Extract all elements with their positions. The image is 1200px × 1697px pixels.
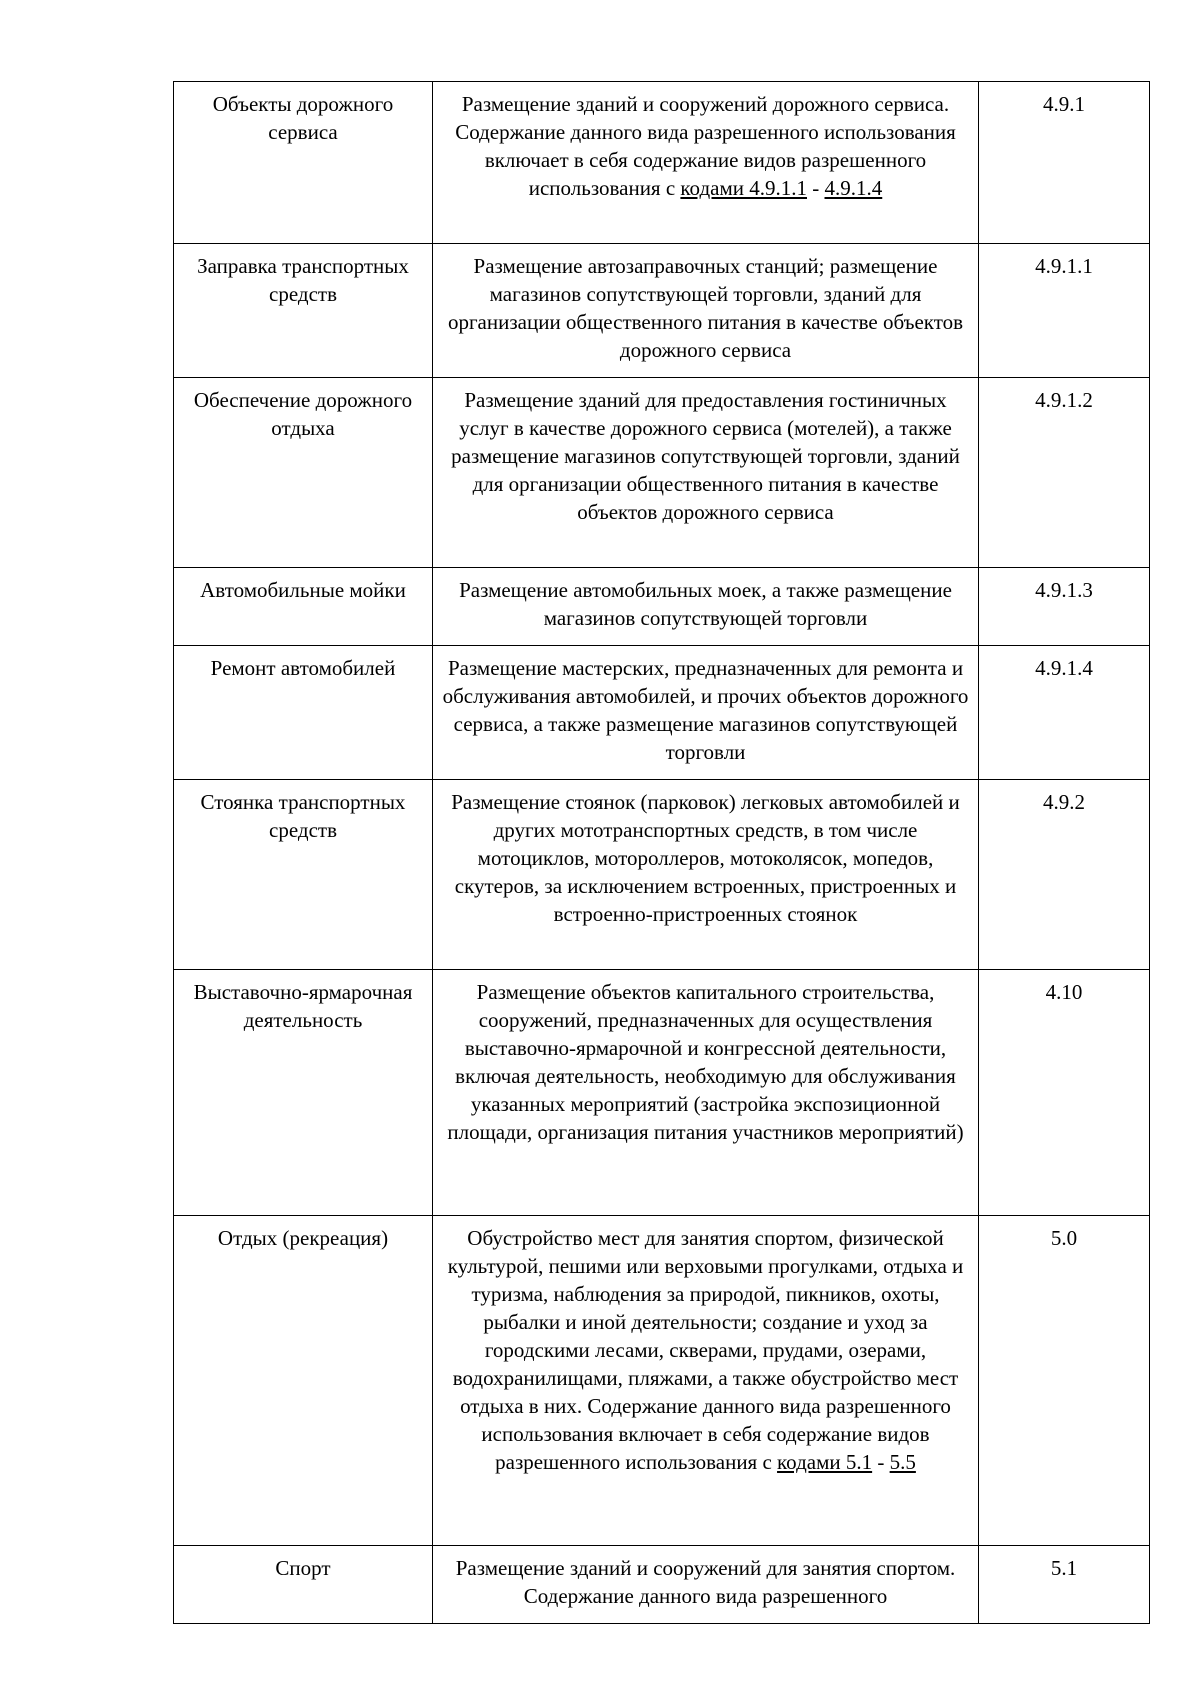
table-row [174,1216,1150,1546]
use-name-cell: Заправка транспортных средств [174,244,433,378]
use-code-cell: 5.1 [979,1546,1150,1624]
use-name-cell: Спорт [174,1546,433,1624]
table-row [174,970,1150,1216]
table-row [174,1546,1150,1624]
table-row [174,568,1150,646]
use-name-cell: Выставочно-ярмарочная деятельность [174,970,433,1216]
use-name-cell: Стоянка транспортных средств [174,780,433,970]
use-code-cell: 4.9.1.2 [979,378,1150,568]
use-description-cell: Размещение зданий и сооружений для занятия спортом. Содержание данного вида разрешенного [433,1546,979,1624]
range-separator: - [807,176,825,200]
use-name-cell: Обеспечение дорожного отдыха [174,378,433,568]
use-description-cell: Размещение объектов капитального строительства, сооружений, предназначенных для осуществления выставочно-ярмарочной и конгрессной деятельности, включая деятельность, необходимую для обслуживания указанных мероприятий (застройка экспозиционной площади, организация питания участников мероприятий) [433,970,979,1216]
use-description-cell: Размещение автомобильных моек, а также размещение магазинов сопутствующей торговли [433,568,979,646]
use-code-cell: 4.9.1.1 [979,244,1150,378]
use-code-cell: 4.10 [979,970,1150,1216]
use-description-cell [433,1216,979,1546]
use-name-cell: Автомобильные мойки [174,568,433,646]
use-name-cell: Отдых (рекреация) [174,1216,433,1546]
use-description-cell: Размещение стоянок (парковок) легковых автомобилей и других мототранспортных средств, в том числе мотоциклов, мотороллеров, мотоколясок, мопедов, скутеров, за исключением встроенных, пристроенных и встроенно-пристроенных стоянок [433,780,979,970]
use-code-cell: 4.9.1.4 [979,646,1150,780]
table-row [174,244,1150,378]
table-row [174,378,1150,568]
use-description-cell: Размещение мастерских, предназначенных для ремонта и обслуживания автомобилей, и прочих объектов дорожного сервиса, а также размещение магазинов сопутствующей торговли [433,646,979,780]
code-link[interactable]: кодами 5.1 [777,1450,873,1474]
use-code-cell: 4.9.1 [979,82,1150,244]
table-row [174,780,1150,970]
land-use-table [173,81,1150,1624]
use-description-cell: Размещение автозаправочных станций; размещение магазинов сопутствующей торговли, зданий для организации общественного питания в качестве объектов дорожного сервиса [433,244,979,378]
code-link[interactable]: кодами 4.9.1.1 [680,176,807,200]
table-row [174,646,1150,780]
use-code-cell: 4.9.2 [979,780,1150,970]
use-name-cell: Объекты дорожного сервиса [174,82,433,244]
use-code-cell: 5.0 [979,1216,1150,1546]
range-separator: - [872,1450,890,1474]
use-description-cell: Размещение зданий для предоставления гостиничных услуг в качестве дорожного сервиса (мотелей), а также размещение магазинов сопутствующей торговли, зданий для организации общественного питания в качестве объектов дорожного сервиса [433,378,979,568]
use-code-cell: 4.9.1.3 [979,568,1150,646]
use-description-cell [433,82,979,244]
code-link[interactable]: 4.9.1.4 [824,176,883,200]
description-text: Размещение зданий и сооружений дорожного сервиса. Содержание данного вида разрешенного использования включает в себя содержание видов разрешенного использования с [455,92,956,200]
code-link[interactable]: 5.5 [889,1450,916,1474]
use-name-cell: Ремонт автомобилей [174,646,433,780]
table-row [174,82,1150,244]
description-text: Обустройство мест для занятия спортом, физической культурой, пешими или верховыми прогулками, отдыха и туризма, наблюдения за природой, пикников, охоты, рыбалки и иной деятельности; создание и уход за городскими лесами, скверами, прудами, озерами, водохранилищами, пляжами, а также обустройство мест отдыха в них. Содержание данного вида разрешенного использования включает в себя содержание видов разрешенного использования с [447,1226,964,1474]
